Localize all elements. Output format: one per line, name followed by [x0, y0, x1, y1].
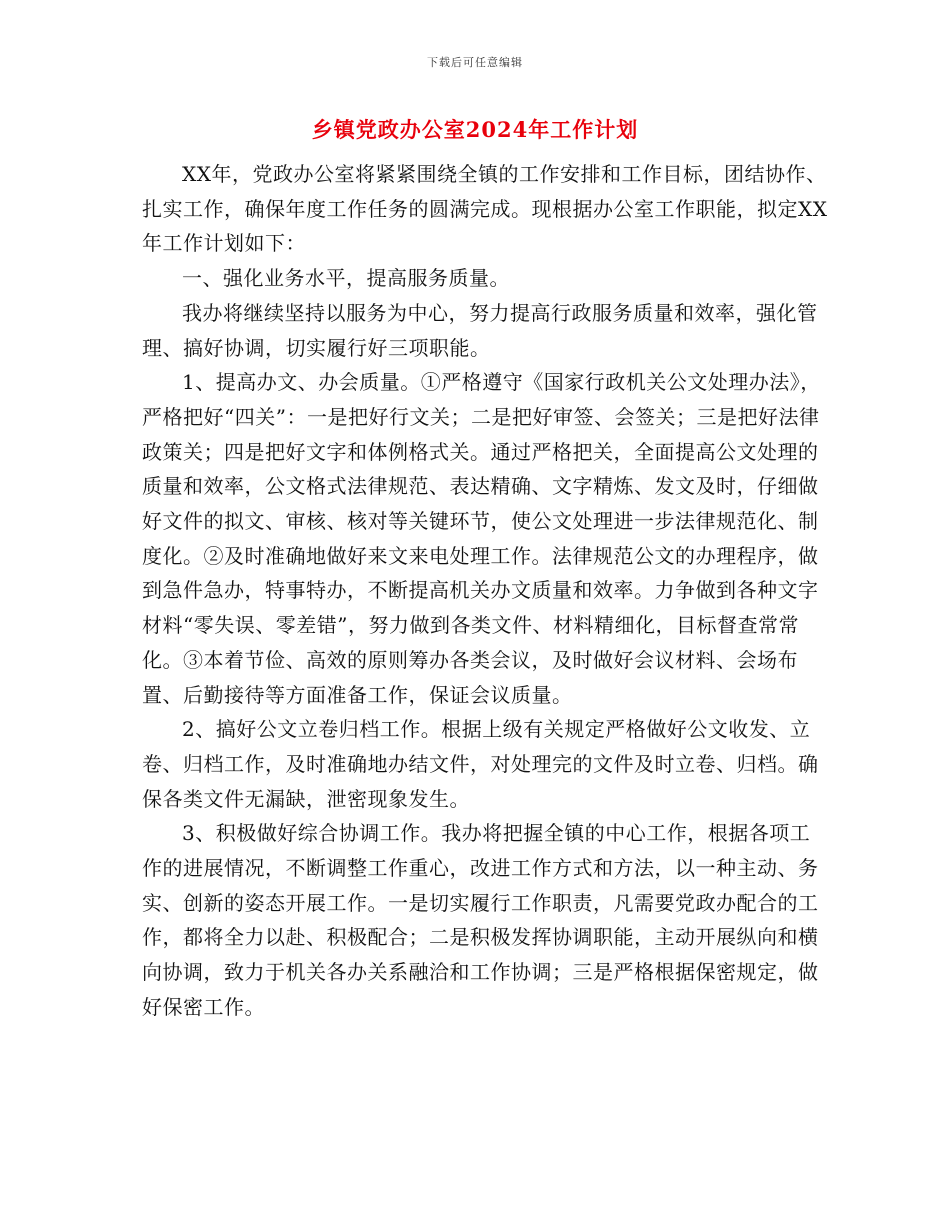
header-note: 下载后可任意编辑	[427, 56, 523, 69]
paragraph-item-1: 1、提高办文、办会质量。①严格遵守《国家行政机关公文处理办法》，严格把好“四关”：一是把好行文关；二是把好审签、会签关；三是把好法律政策关；四是把好文字和体例格式关。通过严格把关，全面提高公文处理的质量和效率，公文格式法律规范、表达精确、文字精炼、发文及时，仔细做好文件的拟文、审核、核对等关键环节，使公文处理进一步法律规范化、制度化。②及时准确地做好来文来电处理工作。法律规范公文的办理程序，做到急件急办，特事特办，不断提高机关办文质量和效率。力争做到各种文字材料“零失误、零差错”，努力做到各类文件、材料精细化，目标督查常常化。③本着节俭、高效的原则筹办各类会议，及时做好会议材料、会场布置、后勤接待等方面准备工作，保证会议质量。	[142, 370, 821, 707]
paragraph-intro: XX年，党政办公室将紧紧围绕全镇的工作安排和工作目标，团结协作、扎实工作，确保年度工作任务的圆满完成。现根据办公室工作职能，拟定XX年工作计划如下：	[142, 162, 828, 256]
document-body	[142, 157, 830, 1025]
paragraph-section-heading: 一、强化业务水平，提高服务质量。	[182, 266, 510, 291]
paragraph-service-center: 我办将继续坚持以服务为中心，努力提高行政服务质量和效率，强化管理、搞好协调，切实履行好三项职能。	[142, 300, 818, 360]
document-title: 乡镇党政办公室2024年工作计划	[311, 117, 639, 142]
paragraph-item-2: 2、搞好公文立卷归档工作。根据上级有关规定严格做好公文收发、立卷、归档工作，及时准确地办结文件，对处理完的文件及时立卷、归档。确保各类文件无漏缺，泄密现象发生。	[142, 717, 819, 811]
paragraph-item-3: 3、积极做好综合协调工作。我办将把握全镇的中心工作，根据各项工作的进展情况，不断调整工作重心，改进工作方式和方法，以一种主动、务实、创新的姿态开展工作。一是切实履行工作职责，凡需要党政办配合的工作，都将全力以赴、积极配合；二是积极发挥协调职能，主动开展纵向和横向协调，致力于机关各办关系融洽和工作协调；三是严格根据保密规定，做好保密工作。	[142, 821, 819, 1019]
